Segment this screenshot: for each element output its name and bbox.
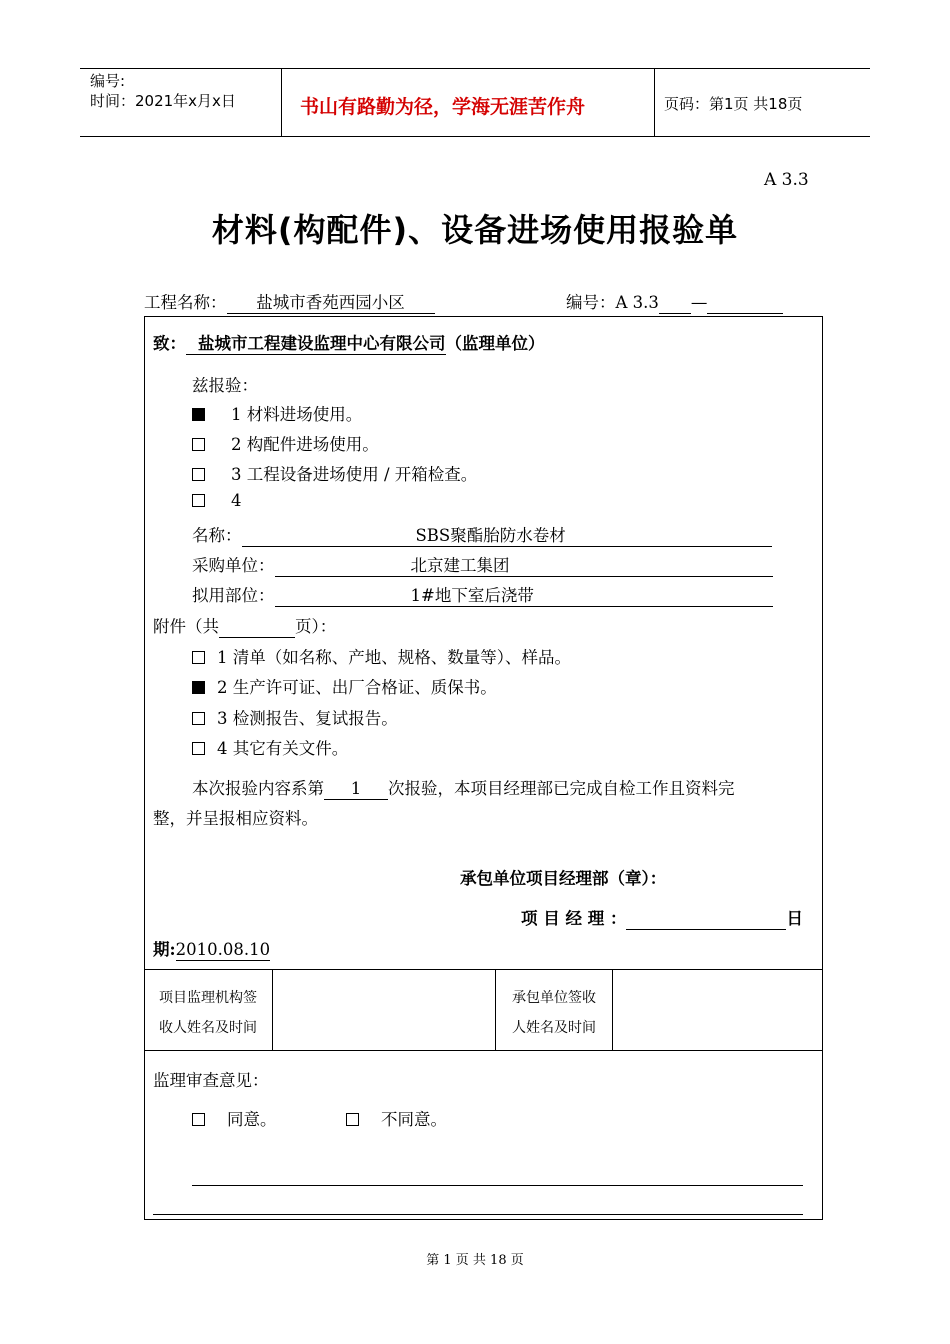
attachments-label: 附件（共 页）： — [153, 617, 337, 636]
addressee-label: 致： — [153, 334, 186, 353]
project-number-dash: — — [690, 293, 708, 312]
intro-text: 兹报验： — [192, 376, 258, 395]
checkbox-empty-icon[interactable] — [192, 742, 205, 755]
statement-count: 1 — [324, 780, 388, 800]
field-purchaser-label: 采购单位： — [192, 556, 275, 575]
field-name-row — [192, 522, 772, 547]
checkbox-checked-icon[interactable] — [192, 681, 205, 694]
supervision-receipt-label-2: 收人姓名及时间 — [159, 1020, 257, 1036]
review-comment-line-1[interactable] — [192, 1185, 803, 1186]
attachment-item-2[interactable] — [192, 674, 497, 698]
manager-signature-row — [521, 905, 803, 930]
contractor-department: 承包单位项目经理部（章）： — [460, 869, 667, 888]
report-item-1[interactable] — [192, 401, 362, 425]
report-item-label: 4 — [231, 491, 242, 510]
addressee-suffix: （监理单位） — [445, 334, 545, 353]
attachments-page-count — [219, 618, 295, 638]
receipt-top-rule — [144, 969, 823, 970]
date-suffix: 日 — [786, 909, 803, 928]
attachment-item-4[interactable] — [192, 735, 348, 759]
field-location-row — [192, 582, 773, 607]
review-comment-line-2[interactable] — [153, 1214, 803, 1215]
field-location-value: 1#地下室后浇带 — [275, 587, 773, 607]
header-page-label: 页码：第1页 共18页 — [664, 95, 803, 113]
report-item-4[interactable] — [192, 491, 242, 510]
checkbox-empty-icon[interactable] — [192, 1113, 205, 1126]
attachment-item-label: 4 其它有关文件。 — [217, 739, 349, 758]
manager-label: 项 目 经 理 ： — [521, 909, 627, 928]
project-name-value: 盐城市香苑西园小区 — [227, 294, 435, 314]
attachment-item-label: 1 清单（如名称、产地、规格、数量等）、样品。 — [217, 648, 571, 667]
project-number — [566, 289, 783, 314]
header-divider-left — [281, 68, 282, 136]
date-value: 2010.08.10 — [175, 940, 271, 959]
checkbox-empty-icon[interactable] — [192, 651, 205, 664]
header-time-label: 时间：2021年x月x日 — [90, 92, 236, 110]
project-number-value: A 3.3 — [615, 293, 659, 312]
header-motto: 书山有路勤为径，学海无涯苦作舟 — [300, 96, 586, 118]
supervision-receipt-label-1: 项目监理机构签 — [159, 990, 257, 1006]
checkbox-empty-icon[interactable] — [346, 1113, 359, 1126]
project-number-blank-1 — [659, 294, 691, 314]
contractor-receipt-label-2: 人姓名及时间 — [512, 1020, 596, 1036]
statement-line-2: 整，并呈报相应资料。 — [153, 809, 318, 828]
document-title: 材料(构配件)、设备进场使用报验单 — [211, 211, 739, 249]
receipt-divider-2 — [495, 969, 496, 1050]
report-item-2[interactable] — [192, 431, 379, 455]
agree-label: 同意。 — [227, 1110, 277, 1129]
form-code: A 3.3 — [764, 170, 809, 190]
field-location-label: 拟用部位： — [192, 586, 275, 605]
review-agree-option[interactable] — [192, 1106, 277, 1130]
project-name-label: 工程名称： — [144, 293, 227, 312]
field-purchaser-row — [192, 552, 773, 577]
project-number-blank-2 — [707, 294, 783, 314]
disagree-label: 不同意。 — [381, 1110, 447, 1129]
review-disagree-option[interactable] — [346, 1106, 447, 1130]
checkbox-empty-icon[interactable] — [192, 712, 205, 725]
project-number-label: 编号： — [566, 293, 616, 312]
report-item-label: 2 构配件进场使用。 — [231, 435, 379, 454]
receipt-divider-1 — [272, 969, 273, 1050]
report-item-label: 3 工程设备进场使用 / 开箱检查。 — [231, 465, 478, 484]
attachment-item-3[interactable] — [192, 705, 398, 729]
field-purchaser-value: 北京建工集团 — [275, 557, 773, 577]
addressee-line — [153, 330, 545, 355]
checkbox-empty-icon[interactable] — [192, 438, 205, 451]
review-label: 监理审查意见： — [153, 1071, 269, 1090]
report-item-3[interactable] — [192, 461, 477, 485]
attachment-item-1[interactable] — [192, 644, 571, 668]
header-divider-right — [654, 68, 655, 136]
attachment-item-label: 2 生产许可证、出厂合格证、质保书。 — [217, 678, 497, 697]
contractor-receipt-label-1: 承包单位签收 — [512, 990, 596, 1006]
checkbox-empty-icon[interactable] — [192, 494, 205, 507]
contractor-receipt-signature-cell[interactable] — [614, 971, 821, 1048]
receipt-bottom-rule — [144, 1050, 823, 1051]
report-item-label: 1 材料进场使用。 — [231, 405, 363, 424]
field-name-label: 名称： — [192, 526, 242, 545]
date-row — [153, 936, 270, 961]
receipt-divider-3 — [612, 969, 613, 1050]
checkbox-empty-icon[interactable] — [192, 468, 205, 481]
attachment-item-label: 3 检测报告、复试报告。 — [217, 709, 398, 728]
checkbox-checked-icon[interactable] — [192, 408, 205, 421]
header-number-label: 编号: — [90, 72, 126, 90]
supervision-receipt-signature-cell[interactable] — [274, 971, 493, 1048]
statement-line-1: 本次报验内容系第 1 次报验，本项目经理部已完成自检工作且资料完 — [192, 779, 735, 798]
field-name-value: SBS聚酯胎防水卷材 — [242, 527, 772, 547]
header-bottom-rule — [80, 136, 870, 137]
header-top-rule — [80, 68, 870, 69]
addressee-value: 盐城市工程建设监理中心有限公司 — [186, 335, 446, 355]
page-footer: 第 1 页 共 18 页 — [426, 1253, 524, 1268]
date-label: 期: — [153, 940, 176, 959]
manager-signature-blank[interactable] — [626, 910, 786, 930]
